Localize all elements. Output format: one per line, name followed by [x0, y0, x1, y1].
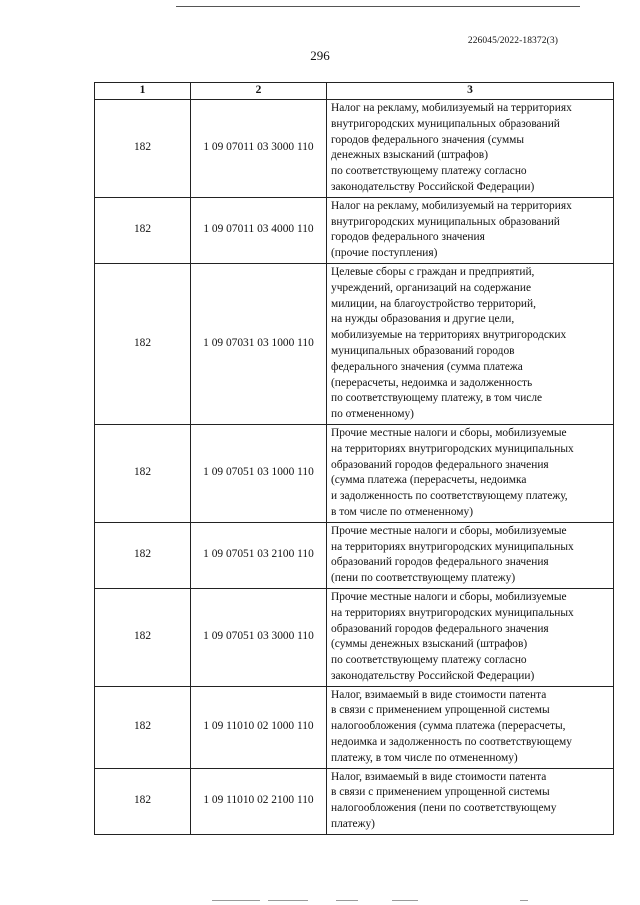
description-line: законодательству Российской Федерации) [331, 180, 535, 193]
description-line: (пени по соответствующему платежу) [331, 572, 516, 585]
budget-classification-code-cell: 1 09 07051 03 1000 110 [191, 424, 327, 522]
description-line: (сумма платежа (перерасчеты, недоимка [331, 474, 527, 487]
column-header-2: 2 [191, 83, 327, 100]
revenue-description-cell [327, 100, 614, 198]
revenue-description-cell [327, 768, 614, 834]
table-header-row [95, 83, 614, 100]
description-line: Прочие местные налоги и сборы, мобилизуемые [331, 524, 567, 537]
administrator-code-cell: 182 [95, 588, 191, 686]
column-header-3: 3 [327, 83, 614, 100]
description-line: муниципальных образований городов [331, 344, 515, 357]
table-row [95, 686, 614, 768]
column-header-1: 1 [95, 83, 191, 100]
description-line: внутригородских муниципальных образований [331, 215, 560, 228]
description-line: учреждений, организаций на содержание [331, 281, 532, 294]
revenue-description-cell [327, 588, 614, 686]
revenue-description-cell [327, 686, 614, 768]
description-line: и задолженность по соответствующему платежу, [331, 490, 568, 503]
document-number: 226045/2022-18372(3) [467, 36, 558, 46]
administrator-code-cell: 182 [95, 686, 191, 768]
revenue-description-cell [327, 424, 614, 522]
top-scan-rule [176, 6, 580, 7]
description-line: (прочие поступления) [331, 247, 438, 260]
budget-classification-code-cell: 1 09 11010 02 1000 110 [191, 686, 327, 768]
description-line: Налог, взимаемый в виде стоимости патента [331, 688, 547, 701]
description-line: в том числе по отмененному) [331, 505, 473, 518]
table-body [95, 100, 614, 835]
description-line: милиции, на благоустройство территорий, [331, 297, 536, 310]
description-line: по отмененному) [331, 408, 414, 421]
description-line: мобилизуемые на территориях внутригородских [331, 329, 567, 342]
table-row [95, 588, 614, 686]
description-line: образований городов федерального значения [331, 458, 549, 471]
table-row [95, 263, 614, 424]
budget-codes-table [94, 82, 614, 835]
description-line: налогообложения (пени по соответствующему [331, 802, 557, 815]
table-row [95, 424, 614, 522]
revenue-description-cell [327, 522, 614, 588]
description-line: Налог, взимаемый в виде стоимости патента [331, 770, 547, 783]
administrator-code-cell: 182 [95, 263, 191, 424]
budget-classification-code-cell: 1 09 07051 03 3000 110 [191, 588, 327, 686]
budget-classification-code-cell: 1 09 07051 03 2100 110 [191, 522, 327, 588]
description-line: платежу) [331, 818, 375, 831]
administrator-code-cell: 182 [95, 522, 191, 588]
description-line: (суммы денежных взысканий (штрафов) [331, 638, 528, 651]
description-line: образований городов федерального значения [331, 622, 549, 635]
description-line: денежных взысканий (штрафов) [331, 149, 488, 162]
revenue-description-cell [327, 263, 614, 424]
description-line: городов федерального значения [331, 231, 485, 244]
table-row [95, 768, 614, 834]
description-line: Налог на рекламу, мобилизуемый на территориях [331, 199, 572, 212]
description-line: Налог на рекламу, мобилизуемый на территориях [331, 102, 572, 114]
budget-classification-code-cell: 1 09 07031 03 1000 110 [191, 263, 327, 424]
description-line: внутригородских муниципальных образований [331, 117, 560, 130]
administrator-code-cell: 182 [95, 424, 191, 522]
budget-classification-code-cell: 1 09 11010 02 2100 110 [191, 768, 327, 834]
description-line: Прочие местные налоги и сборы, мобилизуемые [331, 590, 567, 603]
table-row [95, 197, 614, 263]
bottom-scan-marks [0, 896, 640, 905]
description-line: по соответствующему платежу согласно [331, 654, 527, 667]
description-line: платежу, в том числе по отмененному) [331, 751, 518, 764]
description-line: Целевые сборы с граждан и предприятий, [331, 265, 535, 278]
description-line: налогообложения (сумма платежа (перерасчеты, [331, 720, 566, 733]
description-line: образований городов федерального значения [331, 556, 549, 569]
description-line: на нужды образования и другие цели, [331, 313, 515, 326]
table-row [95, 522, 614, 588]
revenue-description-cell [327, 197, 614, 263]
description-line: в связи с применением упрощенной системы [331, 704, 550, 717]
description-line: по соответствующему платежу, в том числе [331, 392, 543, 405]
page-number: 296 [310, 48, 330, 63]
administrator-code-cell: 182 [95, 197, 191, 263]
description-line: законодательству Российской Федерации) [331, 669, 535, 682]
administrator-code-cell: 182 [95, 100, 191, 198]
description-line: на территориях внутригородских муниципальных [331, 606, 574, 619]
budget-classification-code-cell: 1 09 07011 03 3000 110 [191, 100, 327, 198]
description-line: по соответствующему платежу согласно [331, 165, 527, 178]
description-line: городов федерального значения (суммы [331, 133, 525, 146]
budget-classification-code-cell: 1 09 07011 03 4000 110 [191, 197, 327, 263]
description-line: недоимка и задолженность по соответствующему [331, 736, 572, 749]
table-row [95, 100, 614, 198]
administrator-code-cell: 182 [95, 768, 191, 834]
description-line: на территориях внутригородских муниципальных [331, 442, 574, 455]
description-line: (перерасчеты, недоимка и задолженность [331, 376, 533, 389]
description-line: в связи с применением упрощенной системы [331, 786, 550, 799]
description-line: на территориях внутригородских муниципальных [331, 540, 574, 553]
description-line: федерального значения (сумма платежа [331, 360, 523, 373]
description-line: Прочие местные налоги и сборы, мобилизуемые [331, 426, 567, 439]
